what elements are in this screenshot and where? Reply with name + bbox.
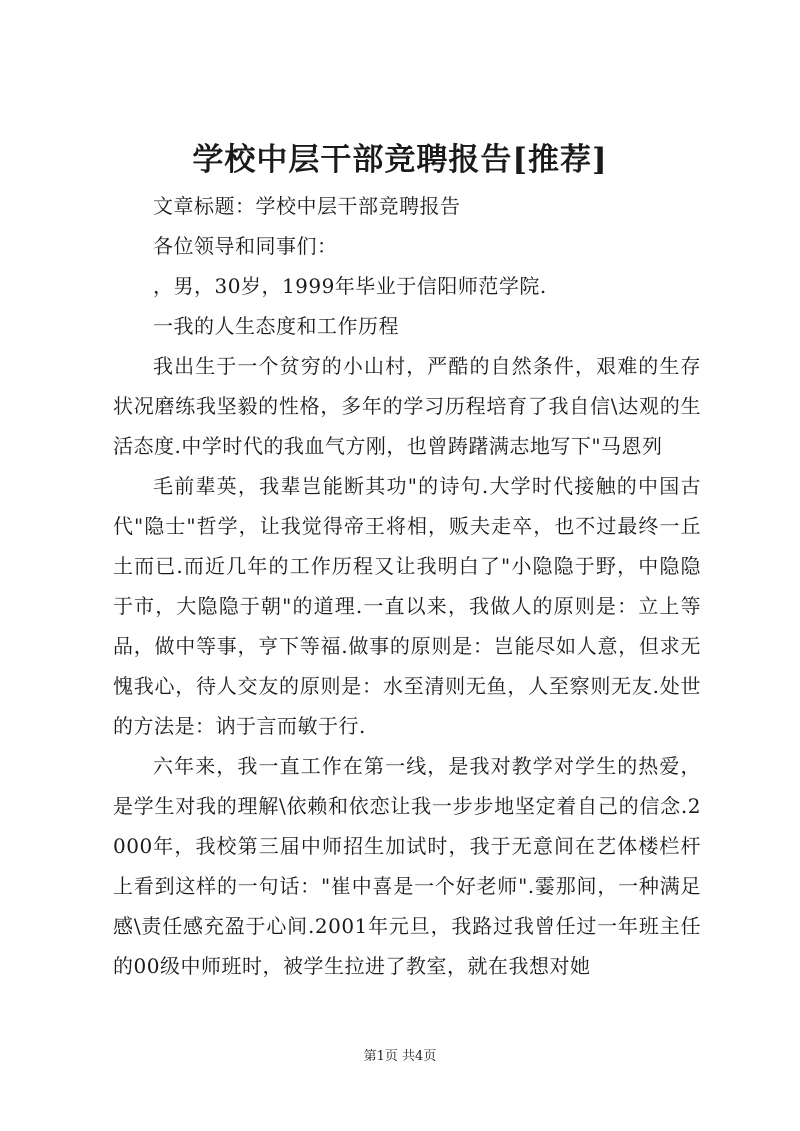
- document-title: 学校中层干部竞聘报告[推荐]: [192, 142, 608, 178]
- paragraph-background: 我出生于一个贫穷的小山村，严酷的自然条件，艰难的生存状况磨练我坚毅的性格，多年的学习历程培育了我自信\达观的生活态度.中学时代的我血气方刚，也曾踌躇满志地写下"马恩列: [113, 354, 701, 458]
- document-body: [113, 186, 701, 986]
- paragraph-section-heading: 一我的人生态度和工作历程: [153, 314, 399, 338]
- page-footer: 第1页 共4页: [363, 1049, 437, 1064]
- paragraph-teaching: 六年来，我一直工作在第一线，是我对教学对学生的热爱，是学生对我的理解\依赖和依恋让我一步步地坚定着自己的信念.2000年，我校第三届中师招生加试时，我于无意间在艺体楼栏杆上看到这样的一句话："崔中喜是一个好老师".霎那间，一种满足感\责任感充盈于心间.2001年元旦，我路过我曾任过一年班主任的00级中师班时，被学生拉进了教室，就在我想对她: [113, 754, 701, 978]
- paragraph-principles: 毛前辈英，我辈岂能断其功"的诗句.大学时代接触的中国古代"隐士"哲学，让我觉得帝王将相，贩夫走卒，也不过最终一丘土而已.而近几年的工作历程又让我明白了"小隐隐于野，中隐隐于市，大隐隐于朝"的道理.一直以来，我做人的原则是：立上等品，做中等事，亨下等福.做事的原则是：岂能尽如人意，但求无愧我心，待人交友的原则是：水至清则无鱼，人至察则无友.处世的方法是：讷于言而敏于行.: [113, 474, 701, 738]
- paragraph-intro: ，男，30岁，1999年毕业于信阳师范学院.: [153, 274, 547, 298]
- paragraph-article-title: 文章标题：学校中层干部竞聘报告: [153, 194, 461, 218]
- paragraph-salutation: 各位领导和同事们：: [153, 234, 338, 258]
